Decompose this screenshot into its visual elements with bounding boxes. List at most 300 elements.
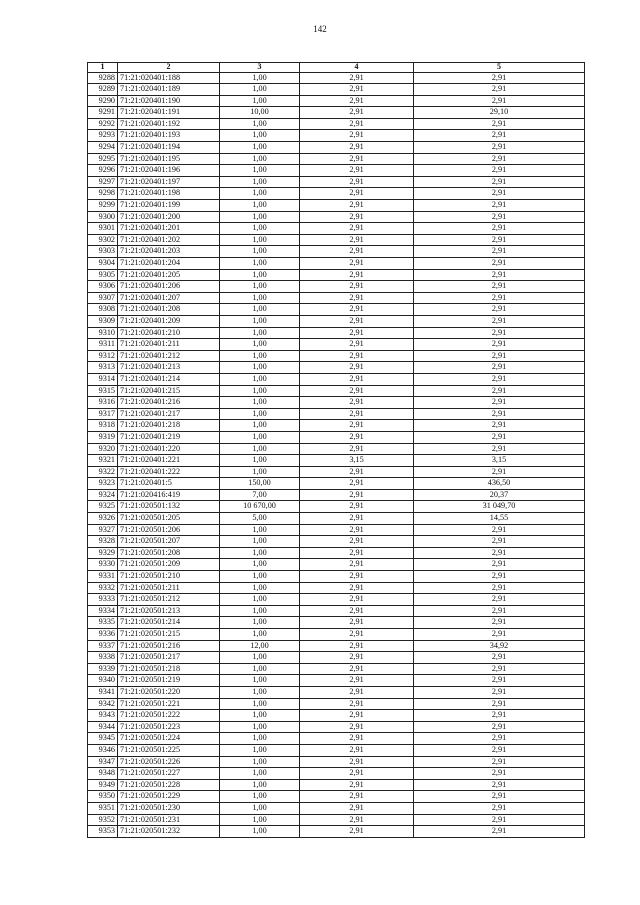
table-row (88, 258, 585, 270)
table-cell: 2,91 (300, 640, 414, 652)
table-cell: 2,91 (414, 234, 585, 246)
table-cell: 9307 (88, 292, 118, 304)
table-cell: 2,91 (300, 733, 414, 745)
table-cell: 10,00 (220, 107, 300, 119)
table-row (88, 107, 585, 119)
table-cell: 71:21:020401:219 (118, 431, 220, 443)
table-cell: 71:21:020401:196 (118, 165, 220, 177)
table-cell: 9335 (88, 617, 118, 629)
table-cell: 2,91 (414, 408, 585, 420)
table-cell: 71:21:020501:228 (118, 779, 220, 791)
table-cell: 29,10 (414, 107, 585, 119)
table-cell: 71:21:020401:194 (118, 142, 220, 154)
table-row (88, 153, 585, 165)
table-cell: 2,91 (300, 397, 414, 409)
table-cell: 71:21:020501:132 (118, 501, 220, 513)
table-cell: 71:21:020501:210 (118, 571, 220, 583)
table-row (88, 443, 585, 455)
table-cell: 2,91 (300, 385, 414, 397)
table-cell: 436,50 (414, 478, 585, 490)
table-cell: 9288 (88, 72, 118, 84)
table-row (88, 420, 585, 432)
table-cell: 2,91 (414, 373, 585, 385)
table-cell: 2,91 (300, 826, 414, 838)
table-row (88, 165, 585, 177)
table-row (88, 756, 585, 768)
table-cell: 2,91 (414, 118, 585, 130)
table-cell: 9312 (88, 350, 118, 362)
table-cell: 2,91 (300, 756, 414, 768)
table-row (88, 501, 585, 513)
table-cell: 2,91 (300, 118, 414, 130)
table-cell: 71:21:020501:208 (118, 547, 220, 559)
table-cell: 2,91 (300, 744, 414, 756)
table-cell: 2,91 (300, 559, 414, 571)
table-cell: 71:21:020401:199 (118, 200, 220, 212)
table-cell: 2,91 (414, 721, 585, 733)
table-cell: 9338 (88, 652, 118, 664)
table-cell: 71:21:020401:200 (118, 211, 220, 223)
table-cell: 2,91 (300, 582, 414, 594)
table-cell: 2,91 (414, 269, 585, 281)
table-cell: 2,91 (414, 397, 585, 409)
table-row (88, 72, 585, 84)
table-cell: 1,00 (220, 744, 300, 756)
table-cell: 1,00 (220, 582, 300, 594)
table-cell: 2,91 (300, 663, 414, 675)
table-cell: 1,00 (220, 385, 300, 397)
table-cell: 2,91 (300, 211, 414, 223)
table-cell: 9308 (88, 304, 118, 316)
table-cell: 9333 (88, 594, 118, 606)
table-cell: 9339 (88, 663, 118, 675)
table-row (88, 605, 585, 617)
table-row (88, 826, 585, 838)
table-cell: 1,00 (220, 686, 300, 698)
table-row (88, 246, 585, 258)
table-cell: 71:21:020401:198 (118, 188, 220, 200)
table-cell: 71:21:020401:212 (118, 350, 220, 362)
table-cell: 1,00 (220, 327, 300, 339)
table-cell: 1,00 (220, 304, 300, 316)
table-cell: 1,00 (220, 362, 300, 374)
table-cell: 9325 (88, 501, 118, 513)
table-row (88, 118, 585, 130)
table-cell: 71:21:020401:201 (118, 223, 220, 235)
table-cell: 9347 (88, 756, 118, 768)
table-row (88, 188, 585, 200)
table-cell: 71:21:020501:207 (118, 536, 220, 548)
table-cell: 2,91 (300, 594, 414, 606)
table-cell: 2,91 (414, 443, 585, 455)
table-cell: 1,00 (220, 373, 300, 385)
table-row (88, 315, 585, 327)
table-cell: 1,00 (220, 524, 300, 536)
table-cell: 1,00 (220, 350, 300, 362)
table-cell: 71:21:020401:215 (118, 385, 220, 397)
table-cell: 31 049,70 (414, 501, 585, 513)
table-cell: 9327 (88, 524, 118, 536)
table-cell: 2,91 (414, 571, 585, 583)
table-cell: 2,91 (300, 142, 414, 154)
table-cell: 2,91 (300, 466, 414, 478)
table-cell: 1,00 (220, 95, 300, 107)
table-row (88, 652, 585, 664)
table-cell: 1,00 (220, 826, 300, 838)
table-cell: 1,00 (220, 652, 300, 664)
table-row (88, 466, 585, 478)
table-cell: 2,91 (300, 72, 414, 84)
table-row (88, 547, 585, 559)
table-cell: 1,00 (220, 397, 300, 409)
table-cell: 71:21:020501:217 (118, 652, 220, 664)
table-cell: 71:21:020501:219 (118, 675, 220, 687)
table-cell: 1,00 (220, 200, 300, 212)
table-cell: 1,00 (220, 675, 300, 687)
table-cell: 2,91 (414, 200, 585, 212)
table-cell: 1,00 (220, 768, 300, 780)
table-cell: 9310 (88, 327, 118, 339)
table-row (88, 571, 585, 583)
table-cell: 71:21:020401:221 (118, 455, 220, 467)
header-row (88, 63, 585, 73)
table-row (88, 721, 585, 733)
table-cell: 9299 (88, 200, 118, 212)
table-cell: 2,91 (300, 188, 414, 200)
table-cell: 2,91 (300, 304, 414, 316)
table-cell: 2,91 (414, 652, 585, 664)
table-cell: 2,91 (414, 95, 585, 107)
table-cell: 2,91 (300, 524, 414, 536)
table-cell: 2,91 (414, 826, 585, 838)
table-cell: 1,00 (220, 339, 300, 351)
table-row (88, 142, 585, 154)
table-cell: 2,91 (414, 605, 585, 617)
table-cell: 9314 (88, 373, 118, 385)
table-cell: 1,00 (220, 84, 300, 96)
table-cell: 2,91 (300, 605, 414, 617)
table-cell: 1,00 (220, 559, 300, 571)
table-cell: 2,91 (300, 315, 414, 327)
table-cell: 2,91 (414, 188, 585, 200)
table-cell: 9328 (88, 536, 118, 548)
table-cell: 1,00 (220, 258, 300, 270)
table-cell: 2,91 (300, 768, 414, 780)
table-cell: 9337 (88, 640, 118, 652)
table-cell: 71:21:020401:217 (118, 408, 220, 420)
table-cell: 9343 (88, 710, 118, 722)
table-row (88, 629, 585, 641)
table-cell: 1,00 (220, 234, 300, 246)
table-cell: 2,91 (300, 269, 414, 281)
table-cell: 1,00 (220, 246, 300, 258)
table-cell: 2,91 (414, 223, 585, 235)
table-cell: 1,00 (220, 547, 300, 559)
table-cell: 71:21:020501:215 (118, 629, 220, 641)
table-row (88, 768, 585, 780)
table-cell: 9300 (88, 211, 118, 223)
table-cell: 9349 (88, 779, 118, 791)
table-cell: 71:21:020401:202 (118, 234, 220, 246)
column-header: 5 (414, 63, 585, 73)
table-cell: 2,91 (300, 478, 414, 490)
table-cell: 9290 (88, 95, 118, 107)
table-row (88, 791, 585, 803)
table-cell: 71:21:020501:206 (118, 524, 220, 536)
table-cell: 2,91 (300, 791, 414, 803)
table-cell: 9323 (88, 478, 118, 490)
table-cell: 71:21:020501:209 (118, 559, 220, 571)
table-cell: 1,00 (220, 431, 300, 443)
table-cell: 2,91 (414, 130, 585, 142)
table-cell: 1,00 (220, 211, 300, 223)
table-cell: 2,91 (414, 675, 585, 687)
table-cell: 2,91 (414, 246, 585, 258)
table-cell: 1,00 (220, 292, 300, 304)
table-cell: 2,91 (300, 814, 414, 826)
table-cell: 71:21:020401:5 (118, 478, 220, 490)
table-cell: 2,91 (300, 501, 414, 513)
table-cell: 9346 (88, 744, 118, 756)
table-row (88, 582, 585, 594)
table-row (88, 130, 585, 142)
table-cell: 9303 (88, 246, 118, 258)
table-cell: 71:21:020401:206 (118, 281, 220, 293)
table-cell: 2,91 (414, 258, 585, 270)
table-cell: 1,00 (220, 605, 300, 617)
table-cell: 2,91 (300, 547, 414, 559)
table-cell: 2,91 (414, 686, 585, 698)
table-cell: 71:21:020401:220 (118, 443, 220, 455)
table-cell: 2,91 (414, 559, 585, 571)
table-cell: 71:21:020401:214 (118, 373, 220, 385)
table-cell: 2,91 (300, 246, 414, 258)
table-cell: 9309 (88, 315, 118, 327)
table-cell: 1,00 (220, 443, 300, 455)
table-cell: 2,91 (300, 223, 414, 235)
table-cell: 1,00 (220, 142, 300, 154)
table-cell: 9292 (88, 118, 118, 130)
table-row (88, 536, 585, 548)
table-cell: 71:21:020401:203 (118, 246, 220, 258)
table-cell: 71:21:020401:216 (118, 397, 220, 409)
table-cell: 2,91 (414, 582, 585, 594)
table-cell: 7,00 (220, 489, 300, 501)
table-cell: 2,91 (300, 779, 414, 791)
table-cell: 9302 (88, 234, 118, 246)
table-cell: 2,91 (414, 339, 585, 351)
table-cell: 2,91 (414, 698, 585, 710)
table-cell: 2,91 (414, 802, 585, 814)
table-row (88, 733, 585, 745)
table-cell: 1,00 (220, 721, 300, 733)
table-cell: 9305 (88, 269, 118, 281)
table-cell: 2,91 (414, 594, 585, 606)
table-row (88, 211, 585, 223)
table-row (88, 339, 585, 351)
table-cell: 2,91 (414, 617, 585, 629)
table-cell: 2,91 (300, 350, 414, 362)
table-row (88, 84, 585, 96)
table-cell: 9321 (88, 455, 118, 467)
table-cell: 71:21:020401:197 (118, 176, 220, 188)
table-cell: 71:21:020401:208 (118, 304, 220, 316)
table-row (88, 281, 585, 293)
table-cell: 9296 (88, 165, 118, 177)
table-cell: 2,91 (414, 84, 585, 96)
table-cell: 1,00 (220, 594, 300, 606)
table-cell: 71:21:020416:419 (118, 489, 220, 501)
table-cell: 2,91 (414, 385, 585, 397)
table-cell: 9297 (88, 176, 118, 188)
table-cell: 1,00 (220, 153, 300, 165)
table-row (88, 455, 585, 467)
table-cell: 71:21:020401:207 (118, 292, 220, 304)
table-cell: 2,91 (300, 536, 414, 548)
data-table (87, 62, 585, 838)
table-cell: 71:21:020401:189 (118, 84, 220, 96)
table-row (88, 292, 585, 304)
table-cell: 9345 (88, 733, 118, 745)
table-row (88, 524, 585, 536)
table-cell: 2,91 (414, 165, 585, 177)
table-cell: 71:21:020401:213 (118, 362, 220, 374)
table-row (88, 223, 585, 235)
table-cell: 9352 (88, 814, 118, 826)
table-cell: 1,00 (220, 617, 300, 629)
table-cell: 2,91 (300, 408, 414, 420)
table-cell: 9329 (88, 547, 118, 559)
column-header: 4 (300, 63, 414, 73)
table-cell: 2,91 (300, 84, 414, 96)
table-cell: 1,00 (220, 536, 300, 548)
table-cell: 2,91 (414, 779, 585, 791)
table-cell: 9330 (88, 559, 118, 571)
table-cell: 2,91 (414, 327, 585, 339)
table-cell: 2,91 (414, 420, 585, 432)
table-row (88, 710, 585, 722)
column-header: 3 (220, 63, 300, 73)
table-cell: 1,00 (220, 466, 300, 478)
table-cell: 2,91 (414, 733, 585, 745)
table-cell: 71:21:020401:193 (118, 130, 220, 142)
table-cell: 2,91 (300, 373, 414, 385)
table-cell: 9353 (88, 826, 118, 838)
column-header: 1 (88, 63, 118, 73)
table-cell: 2,91 (300, 292, 414, 304)
table-cell: 71:21:020501:214 (118, 617, 220, 629)
table-cell: 2,91 (414, 663, 585, 675)
table-cell: 2,91 (300, 513, 414, 525)
table-row (88, 489, 585, 501)
table-cell: 9342 (88, 698, 118, 710)
table-cell: 9316 (88, 397, 118, 409)
table-cell: 1,00 (220, 710, 300, 722)
table-cell: 71:21:020401:192 (118, 118, 220, 130)
table-row (88, 200, 585, 212)
table-cell: 1,00 (220, 118, 300, 130)
table-cell: 1,00 (220, 281, 300, 293)
table-cell: 2,91 (300, 130, 414, 142)
table-cell: 2,91 (414, 629, 585, 641)
table-cell: 2,91 (300, 176, 414, 188)
table-cell: 71:21:020401:190 (118, 95, 220, 107)
table-cell: 9298 (88, 188, 118, 200)
table-cell: 9348 (88, 768, 118, 780)
table-cell: 2,91 (300, 629, 414, 641)
table-cell: 9331 (88, 571, 118, 583)
table-cell: 1,00 (220, 130, 300, 142)
table-cell: 14,55 (414, 513, 585, 525)
table-cell: 1,00 (220, 663, 300, 675)
table-cell: 150,00 (220, 478, 300, 490)
table-cell: 1,00 (220, 629, 300, 641)
table-cell: 2,91 (414, 791, 585, 803)
table-cell: 2,91 (300, 698, 414, 710)
table-cell: 2,91 (414, 72, 585, 84)
table-cell: 71:21:020501:225 (118, 744, 220, 756)
table-cell: 9311 (88, 339, 118, 351)
table-cell: 71:21:020501:220 (118, 686, 220, 698)
table-cell: 12,00 (220, 640, 300, 652)
table-cell: 9318 (88, 420, 118, 432)
table-row (88, 304, 585, 316)
table-cell: 71:21:020501:227 (118, 768, 220, 780)
table-cell: 71:21:020501:230 (118, 802, 220, 814)
table-cell: 1,00 (220, 315, 300, 327)
table-cell: 9301 (88, 223, 118, 235)
table-row (88, 327, 585, 339)
table-cell: 2,91 (414, 153, 585, 165)
table-row (88, 744, 585, 756)
table-cell: 2,91 (414, 744, 585, 756)
table-row (88, 350, 585, 362)
table-cell: 71:21:020401:222 (118, 466, 220, 478)
table-cell: 2,91 (414, 362, 585, 374)
table-cell: 1,00 (220, 165, 300, 177)
table-cell: 2,91 (414, 176, 585, 188)
table-row (88, 698, 585, 710)
table-cell: 2,91 (300, 721, 414, 733)
table-cell: 2,91 (414, 304, 585, 316)
table-cell: 2,91 (300, 153, 414, 165)
table-cell: 2,91 (300, 443, 414, 455)
table-cell: 71:21:020401:210 (118, 327, 220, 339)
table-cell: 9304 (88, 258, 118, 270)
table-cell: 2,91 (414, 211, 585, 223)
table-cell: 9319 (88, 431, 118, 443)
table-cell: 71:21:020501:221 (118, 698, 220, 710)
table-cell: 5,00 (220, 513, 300, 525)
table-cell: 9336 (88, 629, 118, 641)
table-cell: 20,37 (414, 489, 585, 501)
table-row (88, 95, 585, 107)
table-cell: 2,91 (414, 142, 585, 154)
table-row (88, 234, 585, 246)
table-row (88, 408, 585, 420)
table-cell: 2,91 (300, 802, 414, 814)
table-cell: 2,91 (414, 281, 585, 293)
table-cell: 9293 (88, 130, 118, 142)
table-cell: 9332 (88, 582, 118, 594)
table-row (88, 373, 585, 385)
table-cell: 9291 (88, 107, 118, 119)
table-cell: 2,91 (300, 686, 414, 698)
table-cell: 71:21:020501:229 (118, 791, 220, 803)
table-cell: 2,91 (414, 292, 585, 304)
table-cell: 2,91 (414, 756, 585, 768)
table-cell: 9326 (88, 513, 118, 525)
